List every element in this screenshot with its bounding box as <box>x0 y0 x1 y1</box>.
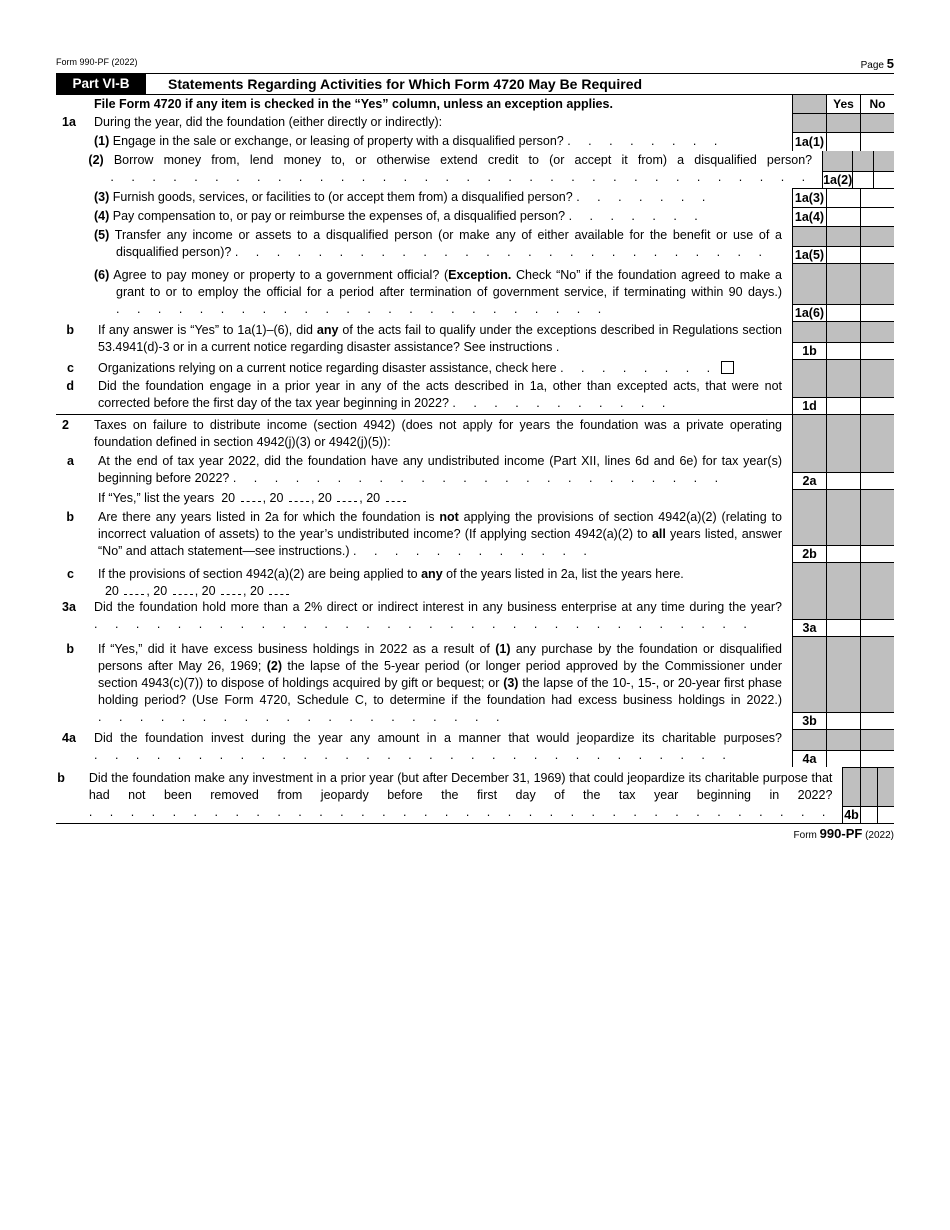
question-1c: c Organizations relying on a current notice regarding disaster assistance, check here . . . . . . . . <box>56 359 894 377</box>
question-4b: b Did the foundation make any investment in a prior year (but after December 31, 1969) that could jeopardize its charitable purpose that had not been removed from jeopardy before the first day of the tax year beginning in 2022? . . . . . . . . . . . . . . . . . . . . . . . . . . . . . . . . . . . . 4b <box>56 767 894 824</box>
answer-2b-no[interactable] <box>861 545 894 562</box>
answer-1a6-no[interactable] <box>861 304 894 321</box>
answer-1a2-no[interactable] <box>874 171 894 188</box>
answer-2a-yes[interactable] <box>827 472 860 489</box>
answer-1b-yes[interactable] <box>827 342 860 359</box>
page-footer: Form 990-PF (2022) <box>793 826 894 841</box>
form-page <box>56 56 894 841</box>
question-4a: 4a Did the foundation invest during the year any amount in a manner that would jeopardize its charitable purposes? . . . . . . . . . . . . . . . . . . . . . . . . . . . . . . . 4a <box>56 729 894 767</box>
question-1a2: (2) Borrow money from, lend money to, or otherwise extend credit to (or accept it from) a disqualified person? . . . . . . . . . . . . . . . . . . . . . . . . . . . . . . . . . . 1a(2) <box>56 151 894 188</box>
answer-1a4-no[interactable] <box>861 207 894 226</box>
answer-1a3-no[interactable] <box>861 188 894 207</box>
part-badge: Part VI-B <box>56 74 146 94</box>
answer-1a2-yes[interactable] <box>853 171 873 188</box>
question-2: 2 Taxes on failure to distribute income (section 4942) (does not apply for years the foundation was a private operating foundation defined in section 4942(j)(3) or 4942(j)(5)): <box>56 415 894 452</box>
question-1b: b If any answer is “Yes” to 1a(1)–(6), did any of the acts fail to qualify under the exceptions described in Regulations section 53.4941(d)-3 or in a current notice regarding disaster assistance? See instructions . 1b <box>56 321 894 359</box>
answer-2a-no[interactable] <box>861 472 894 489</box>
question-2a: a At the end of tax year 2022, did the foundation have any undistributed income (Part XII, lines 6d and 6e) for tax year(s) beginning before 2022? . . . . . . . . . . . . . . . . . . . . . . . . 2a <box>56 452 894 489</box>
yes-column-header: Yes <box>826 95 860 113</box>
answer-1a5-yes[interactable] <box>827 246 860 263</box>
page-header <box>56 56 894 73</box>
question-2b: b Are there any years listed in 2a for which the foundation is not applying the provisions of section 4942(a)(2) (relating to incorrect valuation of assets) to the year’s undistributed income? (If applying section 4942(a)(2) to all years listed, answer “No” and attach statement—see instructions.) . . . . . . . . . . . . 2b <box>56 508 894 562</box>
intro-text: File Form 4720 if any item is checked in the “Yes” column, unless an exception applies. <box>94 97 613 111</box>
question-1a4: (4) Pay compensation to, or pay or reimburse the expenses of, a disqualified person? . . . . . . . 1a(4) <box>56 207 894 226</box>
answer-3a-no[interactable] <box>861 619 894 636</box>
part-header <box>56 73 894 95</box>
question-2a-years: If “Yes,” list the years 20 , 20 , 20 , 20 <box>56 489 894 508</box>
answer-4a-yes[interactable] <box>827 750 860 767</box>
year-field[interactable] <box>337 491 357 502</box>
form-identifier: Form 990-PF (2022) <box>56 57 138 67</box>
question-1a5: (5) Transfer any income or assets to a disqualified person (or make any of either available for the benefit or use of a disqualified person)? . . . . . . . . . . . . . . . . . . . . . . . . . . 1a(5) <box>56 226 894 263</box>
no-column-header: No <box>860 95 894 113</box>
answer-4a-no[interactable] <box>861 750 894 767</box>
answer-3a-yes[interactable] <box>827 619 860 636</box>
question-1a6: (6) Agree to pay money or property to a government official? (Exception. Check “No” if the foundation agreed to make a grant to or to employ the official for a period after termination of government service, if terminating within 90 days.) . . . . . . . . . . . . . . . . . . . . . . . . 1a(6) <box>56 263 894 321</box>
question-3b: b If “Yes,” did it have excess business holdings in 2022 as a result of (1) any purchase by the foundation or disqualified persons after May 26, 1969; (2) the lapse of the 5-year period (or longer period approved by the Commissioner under section 4943(c)(7)) to dispose of holdings acquired by gift or bequest; or (3) the lapse of the 10-, 15-, or 20-year first phase holding period? (Use Form 4720, Schedule C, to determine if the foundation had excess business holdings in 2022.) . . . . . . . . . . . . . . . . . . . . 3b <box>56 636 894 729</box>
question-3a: 3a Did the foundation hold more than a 2% direct or indirect interest in any business enterprise at any time during the year? . . . . . . . . . . . . . . . . . . . . . . . . . . . . . . . . 3a <box>56 598 894 636</box>
answer-1b-no[interactable] <box>861 342 894 359</box>
year-field[interactable] <box>269 584 289 595</box>
answer-3b-no[interactable] <box>861 712 894 729</box>
answer-1a3-yes[interactable] <box>827 188 860 207</box>
page-number: Page 5 <box>860 56 894 71</box>
question-1a1: (1) Engage in the sale or exchange, or leasing of property with a disqualified person? . . . . . . . . 1a(1) <box>56 132 894 151</box>
answer-1a6-yes[interactable] <box>827 304 860 321</box>
answer-1d-yes[interactable] <box>827 397 860 414</box>
answer-2b-yes[interactable] <box>827 545 860 562</box>
part-title: Statements Regarding Activities for Which Form 4720 May Be Required <box>168 76 643 92</box>
question-1d: d Did the foundation engage in a prior year in any of the acts described in 1a, other than excepted acts, that were not corrected before the first day of the tax year beginning in 2022? . . . . . . . . . . . 1d <box>56 377 894 415</box>
question-1a3: (3) Furnish goods, services, or facilities to (or accept them from) a disqualified person? . . . . . . . 1a(3) <box>56 188 894 207</box>
answer-1a5-no[interactable] <box>861 246 894 263</box>
answer-1a4-yes[interactable] <box>827 207 860 226</box>
answer-3b-yes[interactable] <box>827 712 860 729</box>
disaster-assistance-checkbox[interactable] <box>721 361 734 374</box>
answer-4b-no[interactable] <box>878 806 894 823</box>
answer-1a1-yes[interactable] <box>827 132 860 151</box>
year-field[interactable] <box>173 584 193 595</box>
intro-row <box>56 95 894 113</box>
answer-1a1-no[interactable] <box>861 132 894 151</box>
answer-4b-yes[interactable] <box>861 806 877 823</box>
year-field[interactable] <box>289 491 309 502</box>
year-field[interactable] <box>221 584 241 595</box>
answer-1d-no[interactable] <box>861 397 894 414</box>
year-field[interactable] <box>124 584 144 595</box>
year-field[interactable] <box>386 491 406 502</box>
question-1a: 1a During the year, did the foundation (either directly or indirectly): <box>56 113 894 132</box>
question-2c: c If the provisions of section 4942(a)(2) are being applied to any of the years listed in 2a, list the years here. 20 , 20 , 20 , 20 <box>56 562 894 598</box>
year-field[interactable] <box>241 491 261 502</box>
